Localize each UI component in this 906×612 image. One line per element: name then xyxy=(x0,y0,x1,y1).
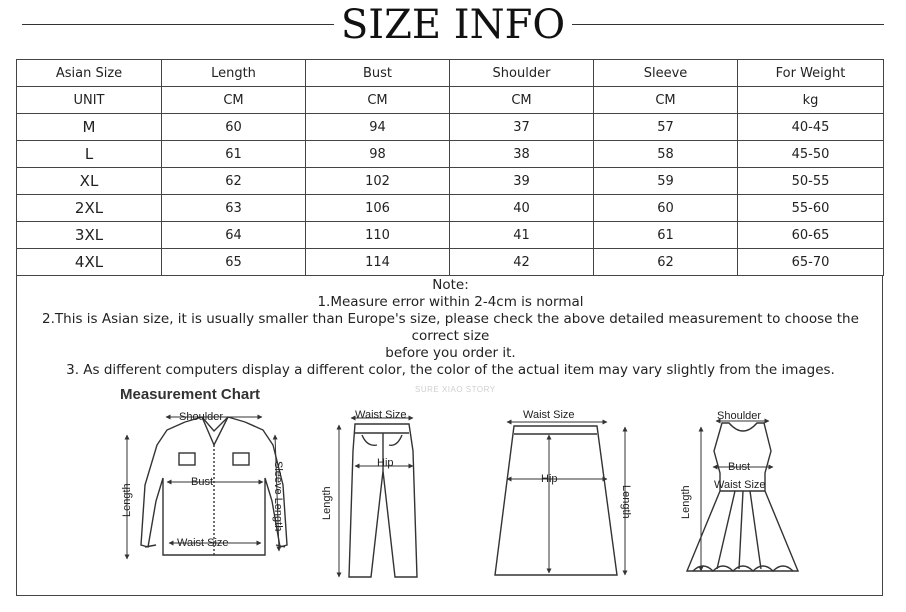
header-cell: Sleeve xyxy=(594,60,738,87)
note-line-2-cont: before you order it. xyxy=(385,345,516,361)
table-cell: 65 xyxy=(162,249,306,276)
table-cell: 50-55 xyxy=(738,168,884,195)
table-cell: 98 xyxy=(306,141,450,168)
table-cell: 106 xyxy=(306,195,450,222)
table-cell: 62 xyxy=(162,168,306,195)
table-row xyxy=(17,141,884,168)
table-cell: 41 xyxy=(450,222,594,249)
page-title: SIZE INFO xyxy=(340,2,566,48)
pants-waist-label: Waist Size xyxy=(355,409,407,421)
table-cell: 60 xyxy=(162,114,306,141)
table-cell: 60-65 xyxy=(738,222,884,249)
dress-length-label: Length xyxy=(680,485,692,519)
notes-heading: Note: xyxy=(432,277,469,293)
table-cell: 40-45 xyxy=(738,114,884,141)
table-cell: 63 xyxy=(162,195,306,222)
table-cell: 42 xyxy=(450,249,594,276)
table-row xyxy=(17,249,884,276)
pants-diagram xyxy=(339,418,417,577)
size-table xyxy=(16,59,884,276)
table-row xyxy=(17,168,884,195)
title-bar xyxy=(0,0,906,56)
skirt-hip-label: Hip xyxy=(541,473,558,485)
pants-hip-label: Hip xyxy=(377,457,394,469)
store-watermark: SURE XIAO STORY xyxy=(415,385,496,394)
size-cell: M xyxy=(17,114,162,141)
table-cell: 94 xyxy=(306,114,450,141)
measurement-chart-title: Measurement Chart xyxy=(120,386,261,403)
shirt-sleeve-label: Sleeve Length xyxy=(272,461,284,532)
table-cell: 39 xyxy=(450,168,594,195)
table-cell: 55-60 xyxy=(738,195,884,222)
size-cell: 2XL xyxy=(17,195,162,222)
table-cell: 114 xyxy=(306,249,450,276)
unit-cell: kg xyxy=(738,87,884,114)
header-cell: Length xyxy=(162,60,306,87)
table-cell: 38 xyxy=(450,141,594,168)
skirt-waist-label: Waist Size xyxy=(523,409,575,421)
table-cell: 58 xyxy=(594,141,738,168)
table-cell: 61 xyxy=(594,222,738,249)
shirt-waist-label: Waist Size xyxy=(177,537,229,549)
shirt-length-label: Length xyxy=(121,483,133,517)
header-cell: Bust xyxy=(306,60,450,87)
notes-panel xyxy=(16,275,883,596)
table-header-row xyxy=(17,60,884,87)
shirt-bust-label: Bust xyxy=(191,476,214,488)
unit-cell: CM xyxy=(306,87,450,114)
table-cell: 60 xyxy=(594,195,738,222)
table-cell: 102 xyxy=(306,168,450,195)
title-rule-right xyxy=(572,24,884,25)
table-cell: 62 xyxy=(594,249,738,276)
table-cell: 45-50 xyxy=(738,141,884,168)
table-cell: 57 xyxy=(594,114,738,141)
size-cell: L xyxy=(17,141,162,168)
note-line-2: 2.This is Asian size, it is usually smaller than Europe's size, please check the above detailed measurement to choose the correct size xyxy=(42,311,859,344)
table-unit-row xyxy=(17,87,884,114)
size-cell: 3XL xyxy=(17,222,162,249)
header-cell: For Weight xyxy=(738,60,884,87)
skirt-diagram xyxy=(495,422,625,575)
table-row xyxy=(17,222,884,249)
table-cell: 65-70 xyxy=(738,249,884,276)
unit-cell: CM xyxy=(450,87,594,114)
header-cell: Shoulder xyxy=(450,60,594,87)
table-cell: 64 xyxy=(162,222,306,249)
dress-shoulder-label: Shoulder xyxy=(717,410,762,422)
dress-bust-label: Bust xyxy=(728,461,751,473)
measurement-diagrams xyxy=(17,275,882,595)
skirt-length-label: Length xyxy=(620,485,632,519)
size-cell: 4XL xyxy=(17,249,162,276)
table-row xyxy=(17,195,884,222)
unit-cell: CM xyxy=(162,87,306,114)
table-cell: 59 xyxy=(594,168,738,195)
table-cell: 61 xyxy=(162,141,306,168)
table-row xyxy=(17,114,884,141)
note-line-1: 1.Measure error within 2-4cm is normal xyxy=(317,294,584,310)
shirt-shoulder-label: Shoulder xyxy=(179,411,224,423)
note-line-3: 3. As different computers display a different color, the color of the actual item may vary slightly from the images. xyxy=(66,362,835,378)
unit-cell: CM xyxy=(594,87,738,114)
size-cell: XL xyxy=(17,168,162,195)
table-cell: 40 xyxy=(450,195,594,222)
dress-diagram xyxy=(687,421,798,571)
unit-cell: UNIT xyxy=(17,87,162,114)
table-cell: 37 xyxy=(450,114,594,141)
pants-length-label: Length xyxy=(321,486,333,520)
dress-waist-label: Waist Size xyxy=(714,479,766,491)
table-cell: 110 xyxy=(306,222,450,249)
header-cell: Asian Size xyxy=(17,60,162,87)
